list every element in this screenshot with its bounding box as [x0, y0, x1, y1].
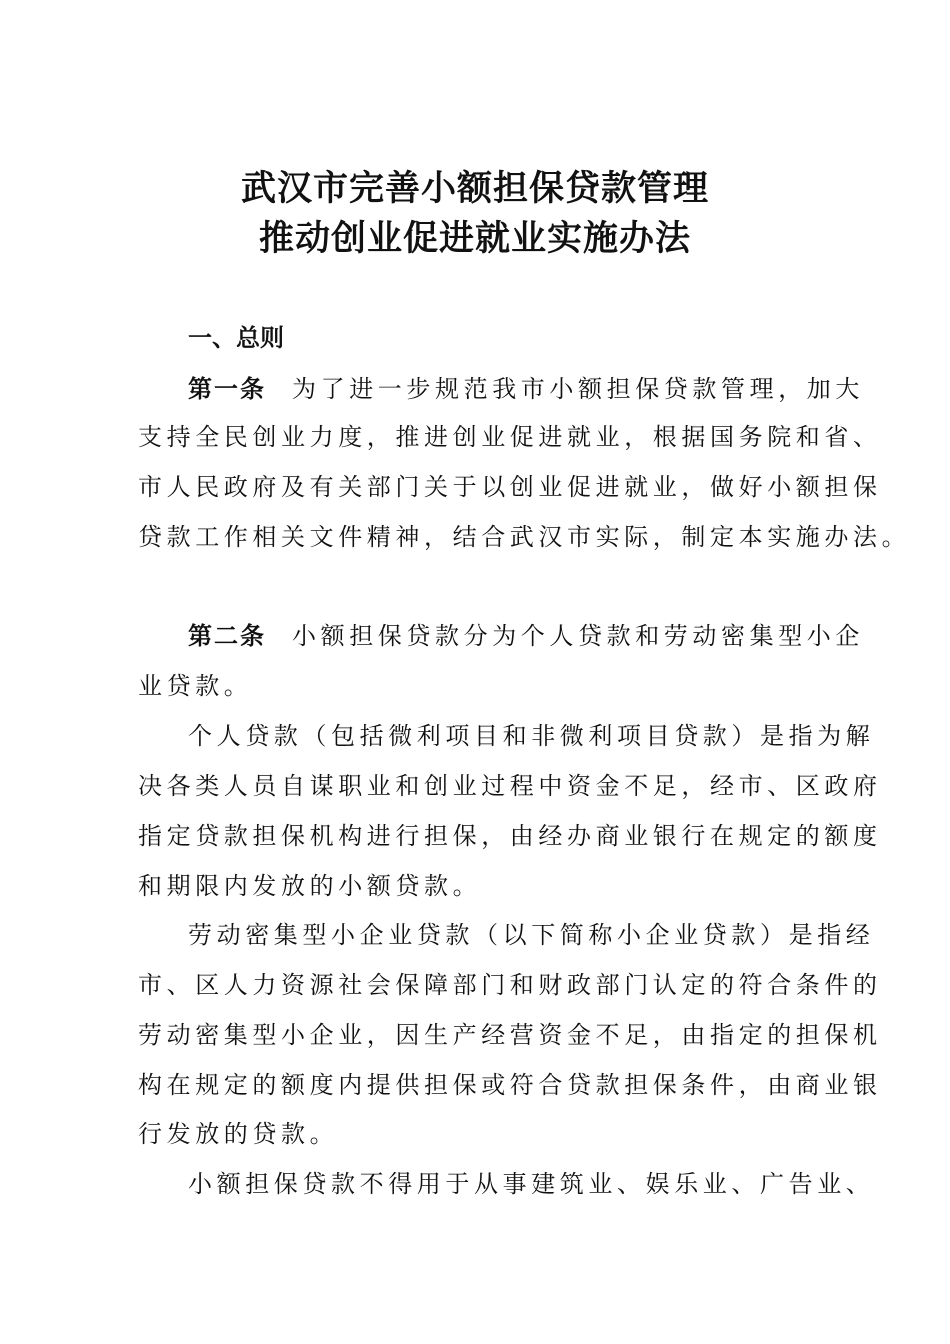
article-1-line-4: 贷款工作相关文件精神，结合武汉市实际，制定本实施办法。	[138, 523, 911, 551]
document-title-line-2: 推动创业促进就业实施办法	[258, 219, 691, 259]
document-title-line-1: 武汉市完善小额担保贷款管理	[240, 169, 709, 209]
personal-loan-line-1: 个人贷款（包括微利项目和非微利项目贷款）是指为解	[188, 722, 875, 750]
article-2-line-1	[188, 612, 864, 660]
personal-loan-line-4: 和期限内发放的小额贷款。	[138, 872, 482, 900]
restriction-line-1: 小额担保贷款不得用于从事建筑业、娱乐业、广告业、	[188, 1170, 875, 1198]
enterprise-loan-line-5: 行发放的贷款。	[138, 1120, 339, 1148]
article-1-line-2: 支持全民创业力度，推进创业促进就业，根据国务院和省、	[138, 423, 882, 451]
article-2-label: 第二条	[188, 622, 266, 650]
enterprise-loan-line-1: 劳动密集型小企业贷款（以下简称小企业贷款）是指经	[188, 921, 875, 949]
article-2-text: 小额担保贷款分为个人贷款和劳动密集型小企	[292, 622, 864, 650]
section-heading-general: 一、总则	[188, 324, 284, 352]
article-1-text: 为了进一步规范我市小额担保贷款管理，加大	[292, 375, 864, 403]
enterprise-loan-line-2: 市、区人力资源社会保障部门和财政部门认定的符合条件的	[138, 971, 882, 999]
article-1-line-1	[188, 365, 864, 413]
article-1-label: 第一条	[188, 375, 266, 403]
personal-loan-line-2: 决各类人员自谋职业和创业过程中资金不足，经市、区政府	[138, 772, 882, 800]
article-2-line-2: 业贷款。	[138, 672, 253, 700]
enterprise-loan-line-3: 劳动密集型小企业，因生产经营资金不足，由指定的担保机	[138, 1021, 882, 1049]
enterprise-loan-line-4: 构在规定的额度内提供担保或符合贷款担保条件，由商业银	[138, 1071, 882, 1099]
personal-loan-line-3: 指定贷款担保机构进行担保，由经办商业银行在规定的额度	[138, 822, 882, 850]
article-1-line-3: 市人民政府及有关部门关于以创业促进就业，做好小额担保	[138, 473, 882, 501]
